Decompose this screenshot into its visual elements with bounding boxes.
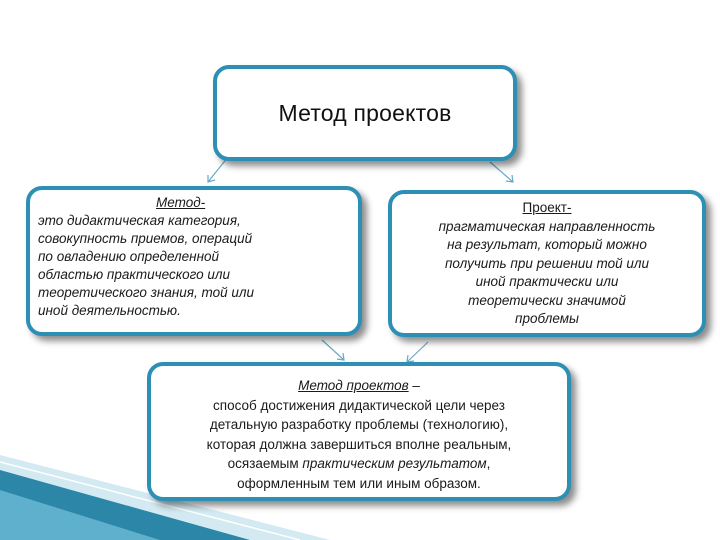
definition-text <box>153 376 565 493</box>
project-heading: Проект- <box>522 200 572 215</box>
project-line: проблемы <box>515 311 579 326</box>
project-line: теоретически значимой <box>468 292 626 308</box>
method-definition-box <box>26 186 362 336</box>
arrow-to-method <box>208 157 228 182</box>
method-line: теоретического знания, той или <box>38 285 254 300</box>
project-text <box>394 199 700 329</box>
title-box <box>213 65 517 161</box>
definition-fragment: осязаемым <box>227 456 303 471</box>
definition-emphasis: практическим результатом <box>302 456 487 471</box>
method-heading: Метод- <box>156 195 206 210</box>
project-line: получить при решении той или <box>444 255 650 271</box>
method-line: областью практического или <box>38 267 231 282</box>
definition-heading-line <box>153 376 565 396</box>
arrow-project-to-definition <box>407 342 428 362</box>
arrow-to-project <box>490 162 513 182</box>
method-line: совокупность приемов, операций <box>38 231 253 246</box>
project-line: иной практически или <box>475 274 619 289</box>
definition-heading: Метод проектов <box>298 378 409 393</box>
project-line: прагматическая направленность <box>438 218 656 234</box>
definition-line: детальную разработку проблемы (технологию), <box>209 417 509 432</box>
method-line: это дидактическая категория, <box>38 213 241 228</box>
definition-line-mixed <box>153 454 565 474</box>
project-line: на результат, который можно <box>447 237 647 252</box>
method-line: по овладению определенной <box>38 249 220 264</box>
definition-line: оформленным тем или иным образом. <box>237 475 481 491</box>
arrow-method-to-definition <box>322 340 344 360</box>
definition-fragment: , <box>486 456 491 471</box>
diagram-title: Метод проектов <box>278 99 452 126</box>
method-line: иной деятельностью. <box>38 303 181 318</box>
method-text <box>38 194 338 320</box>
project-method-definition-box <box>147 362 571 501</box>
definition-line: которая должна завершиться вполне реальным, <box>206 436 512 452</box>
definition-heading-dash: – <box>408 378 420 393</box>
definition-line: способ достижения дидактической цели через <box>213 397 505 413</box>
project-definition-box <box>388 190 706 337</box>
